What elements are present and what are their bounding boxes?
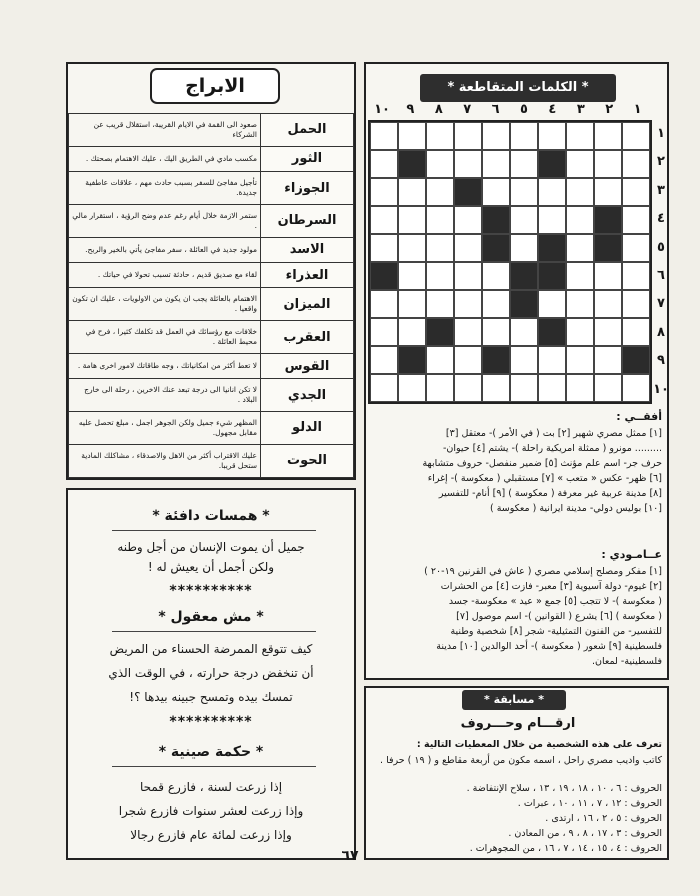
- crossword-cell[interactable]: [482, 290, 510, 318]
- unreasonable-line-3: تمسك بيده وتمسح جبينه بيدها ؟!: [129, 690, 293, 704]
- crossword-cell[interactable]: [370, 374, 398, 402]
- sign-text: صعود الى القمة في الايام القريبة، استقلال قريب عن الشركاء: [69, 114, 261, 147]
- crossword-black-cell[interactable]: [482, 346, 510, 374]
- crossword-cell[interactable]: [594, 374, 622, 402]
- unreasonable-line-1: كيف تتوقع الممرضة الحسناء من المريض: [109, 642, 313, 656]
- crossword-cell[interactable]: [566, 374, 594, 402]
- horoscope-row: [69, 444, 354, 477]
- crossword-cell[interactable]: [510, 318, 538, 346]
- crossword-cell[interactable]: [482, 318, 510, 346]
- crossword-cell[interactable]: [482, 374, 510, 402]
- crossword-column-number: ٧: [463, 102, 472, 117]
- sign-text: مكسب مادي في الطريق اليك ، عليك الاهتمام بصحتك .: [69, 146, 261, 171]
- crossword-cell[interactable]: [398, 262, 426, 290]
- sign-text: لا تعط أكثر من امكانياتك ، وجه طاقاتك لامور اخرى هامة .: [69, 353, 261, 378]
- crossword-cell[interactable]: [370, 178, 398, 206]
- crossword-cell[interactable]: [398, 178, 426, 206]
- horoscope-row: [69, 353, 354, 378]
- crossword-column-number: ٩: [406, 102, 415, 117]
- down-clue: ( معكوسة ) [٦] يشرع ( القوانين )- اسم موصول [٧]: [456, 611, 662, 622]
- crossword-cell[interactable]: [594, 346, 622, 374]
- crossword-cell[interactable]: [482, 178, 510, 206]
- crossword-row-number: ٧: [657, 296, 665, 312]
- crossword-cell[interactable]: [370, 122, 398, 150]
- sign-name: الثور: [261, 146, 354, 171]
- sign-text: تأجيل مفاجئ للسفر بسبب حادث مهم ، علاقات عاطفية جديدة.: [69, 172, 261, 205]
- horoscope-row: [69, 237, 354, 262]
- crossword-cell[interactable]: [622, 122, 650, 150]
- crossword-cell[interactable]: [370, 346, 398, 374]
- horoscope-row: [69, 146, 354, 171]
- crossword-cell[interactable]: [538, 122, 566, 150]
- crossword-cell[interactable]: [454, 290, 482, 318]
- unreasonable-title: * مش معقول *: [158, 609, 264, 625]
- crossword-cell[interactable]: [370, 206, 398, 234]
- crossword-cell[interactable]: [622, 206, 650, 234]
- crossword-black-cell[interactable]: [510, 290, 538, 318]
- down-clue: للتفسير- من الفنون التمثيلية- شجر [٨] شخصية وطنية: [450, 626, 662, 637]
- crossword-row-number: ٢: [657, 154, 665, 170]
- sign-text: المظهر شيء جميل ولكن الجوهر اجمل ، مبلغ تحصل عليه مقابل مجهول.: [69, 412, 261, 445]
- chinese-line-3: وإذا زرعت لمائة عام فازرع رجالا: [130, 828, 292, 842]
- crossword-cell[interactable]: [566, 234, 594, 262]
- crossword-row-number: ٦: [657, 268, 665, 283]
- contest-line: الحروف : ٥ ، ٢ ، ١٦ ، ارتدى .: [545, 813, 662, 824]
- crossword-cell[interactable]: [566, 346, 594, 374]
- crossword-cell[interactable]: [398, 234, 426, 262]
- horoscope-row: [69, 288, 354, 321]
- crossword-cell[interactable]: [426, 346, 454, 374]
- stars-divider-2: **********: [169, 714, 253, 730]
- crossword-cell[interactable]: [370, 318, 398, 346]
- crossword-black-cell[interactable]: [594, 206, 622, 234]
- crossword-black-cell[interactable]: [398, 346, 426, 374]
- sign-name: السرطان: [261, 204, 354, 237]
- across-clue: [١] ممثل مصري شهير [٢] بت ( في الأمر )- معتقل [٣]: [445, 428, 662, 439]
- crossword-cell[interactable]: [510, 374, 538, 402]
- crossword-cell[interactable]: [538, 374, 566, 402]
- sign-name: الميزان: [261, 288, 354, 321]
- down-clue: فلسطينية- لمعان.: [592, 656, 662, 667]
- crossword-cell[interactable]: [426, 206, 454, 234]
- crossword-cell[interactable]: [622, 290, 650, 318]
- crossword-black-cell[interactable]: [510, 262, 538, 290]
- crossword-black-cell[interactable]: [370, 262, 398, 290]
- crossword-black-cell[interactable]: [538, 262, 566, 290]
- contest-intro: تعرف على هذه الشخصية من خلال المعطيات التالية :: [416, 739, 662, 750]
- sign-text: ستمر الازمة خلال أيام رغم عدم وضح الرؤية ، استقرار مالي .: [69, 204, 261, 237]
- contest-title: ارقـــام وحـــروف: [460, 716, 576, 731]
- crossword-cell[interactable]: [594, 178, 622, 206]
- crossword-row-number: ١: [657, 126, 665, 141]
- sign-text: خلافات مع رؤسائك في العمل قد تكلفك كثيرا ، فرح في محيط العائلة .: [69, 321, 261, 354]
- crossword-cell[interactable]: [594, 150, 622, 178]
- crossword-cell[interactable]: [594, 290, 622, 318]
- crossword-row-number: ٥: [657, 239, 665, 255]
- crossword-column-number: ١: [633, 102, 642, 117]
- crossword-cell[interactable]: [538, 290, 566, 318]
- sign-name: الدلو: [261, 412, 354, 445]
- crossword-cell[interactable]: [454, 374, 482, 402]
- divider: [112, 631, 316, 632]
- across-heading: أفقــي :: [616, 410, 662, 423]
- crossword-column-number: ٣: [576, 102, 585, 117]
- page-number: ٦٧: [341, 848, 359, 864]
- crossword-cell[interactable]: [454, 122, 482, 150]
- horoscope-title: الابراج: [150, 68, 280, 104]
- down-clue: فلسطينية [٩] شعور ( معكوسة )- أحد الوالدين [١٠] مدينة: [436, 641, 662, 652]
- divider: [112, 530, 316, 531]
- crossword-cell[interactable]: [482, 122, 510, 150]
- crossword-cell[interactable]: [426, 178, 454, 206]
- across-clue: [١٠] بوليس دولي- مدينة ايرانية ( معكوسة ): [489, 503, 662, 514]
- sign-text: لقاء مع صديق قديم ، حادثة تسبب تحولا في حياتك .: [69, 263, 261, 288]
- crossword-cell[interactable]: [538, 346, 566, 374]
- sign-name: الجدي: [261, 379, 354, 412]
- crossword-cell[interactable]: [454, 234, 482, 262]
- crossword-row-number: ٩: [657, 353, 665, 369]
- chinese-line-1: إذا زرعت لسنة ، فازرع قمحا: [139, 780, 283, 794]
- down-clue: [١] مفكر ومصلح إسلامي مصري ( عاش في القرنين ١٩-٢٠ ): [424, 566, 662, 577]
- across-clue: [٦] ظهر- عكس « متعب » [٧] مستقبلي ( معكوسة )- إغراء: [427, 473, 662, 484]
- divider: [112, 766, 316, 767]
- crossword-cell[interactable]: [426, 150, 454, 178]
- horoscope-row: [69, 412, 354, 445]
- crossword-column-number: ٢: [605, 102, 614, 117]
- crossword-cell[interactable]: [426, 262, 454, 290]
- contest-line: الحروف : ١٢ ، ٧ ، ١١ ، ١٠ ، عبرات .: [517, 798, 662, 809]
- sign-text: عليك الاقتراب أكثر من الاهل والاصدقاء ، مشاكلك المادية ستحل قريبا.: [69, 444, 261, 477]
- crossword-cell[interactable]: [510, 346, 538, 374]
- crossword-column-number: ٨: [434, 102, 443, 117]
- whispers-title: * همسات دافئة *: [152, 508, 270, 524]
- crossword-cell[interactable]: [510, 122, 538, 150]
- crossword-cell[interactable]: [510, 178, 538, 206]
- contest-line: الحروف : ٦ ، ١٠ ، ١٨ ، ١٩ ، ١٣ ، سلاح الإنتفاضة .: [466, 783, 662, 794]
- horoscope-row: [69, 321, 354, 354]
- horoscope-row: [69, 114, 354, 147]
- horoscope-table: [68, 113, 354, 478]
- crossword-cell[interactable]: [370, 234, 398, 262]
- crossword-cell[interactable]: [510, 234, 538, 262]
- crossword-column-number: ٥: [520, 102, 528, 117]
- crossword-row-number: ٤: [657, 211, 665, 227]
- crossword-cell[interactable]: [454, 206, 482, 234]
- horoscope-row: [69, 172, 354, 205]
- crossword-cell[interactable]: [566, 290, 594, 318]
- contest-description: كاتب واديب مصري راحل ، اسمه مكون من أربعة مقاطع و ( ١٩ ) حرفا .: [380, 755, 662, 766]
- crossword-cell[interactable]: [454, 346, 482, 374]
- unreasonable-line-2: أن تنخفض درجة حرارته ، في الوقت الذي: [108, 666, 314, 680]
- crossword-cell[interactable]: [454, 318, 482, 346]
- contest-badge: * مسابقة *: [462, 690, 566, 710]
- crossword-cell[interactable]: [538, 206, 566, 234]
- stars-divider: **********: [169, 583, 253, 599]
- horoscope-row: [69, 263, 354, 288]
- crossword-black-cell[interactable]: [482, 206, 510, 234]
- crossword-black-cell[interactable]: [622, 346, 650, 374]
- crossword-cell[interactable]: [594, 262, 622, 290]
- down-heading: عــامـودي :: [601, 548, 662, 561]
- crossword-black-cell[interactable]: [538, 150, 566, 178]
- crossword-black-cell[interactable]: [398, 150, 426, 178]
- crossword-cell[interactable]: [454, 262, 482, 290]
- crossword-cell[interactable]: [510, 150, 538, 178]
- crossword-cell[interactable]: [566, 178, 594, 206]
- crossword-cell[interactable]: [482, 150, 510, 178]
- crossword-cell[interactable]: [398, 318, 426, 346]
- crossword-cell[interactable]: [426, 122, 454, 150]
- sign-name: العقرب: [261, 321, 354, 354]
- crossword-black-cell[interactable]: [538, 234, 566, 262]
- sign-name: العذراء: [261, 263, 354, 288]
- whispers-line-2: ولكن أجمل أن يعيش له !: [147, 560, 275, 574]
- crossword-row-number: ١٠: [653, 381, 669, 397]
- crossword-black-cell[interactable]: [426, 318, 454, 346]
- crossword-black-cell[interactable]: [538, 318, 566, 346]
- crossword-grid: [368, 120, 652, 404]
- crossword-black-cell[interactable]: [594, 234, 622, 262]
- crossword-cell[interactable]: [510, 206, 538, 234]
- contest-line: الحروف : ٣ ، ١٧ ، ٨ ، ٩ ، من المعادن .: [508, 828, 662, 839]
- chinese-line-2: وإذا زرعت لعشر سنوات فازرع شجرا: [118, 804, 304, 818]
- crossword-row-number: ٨: [657, 324, 665, 340]
- crossword-cell[interactable]: [398, 290, 426, 318]
- crossword-cell[interactable]: [594, 318, 622, 346]
- crossword-cell[interactable]: [566, 318, 594, 346]
- chinese-title: * حكمة صينية *: [158, 744, 264, 760]
- sign-text: لا تكن انانيا الى درجة تبعد عنك الاخرين ، رحلة الى خارج البلاد .: [69, 379, 261, 412]
- crossword-black-cell[interactable]: [454, 178, 482, 206]
- crossword-row-number: ٣: [657, 182, 665, 198]
- crossword-column-number: ٤: [548, 102, 557, 117]
- crossword-cell[interactable]: [482, 262, 510, 290]
- crossword-column-number: ٦: [491, 102, 500, 117]
- sign-text: مولود جديد في العائلة ، سفر مفاجئ يأتي بالخير والربح.: [69, 237, 261, 262]
- crossword-cell[interactable]: [398, 206, 426, 234]
- horoscope-row: [69, 204, 354, 237]
- sign-name: الجوزاء: [261, 172, 354, 205]
- across-clue: ......... مونرو ( ممثلة امريكية راحلة )- يشتم [٤] حيوان-: [442, 443, 662, 454]
- crossword-cell[interactable]: [454, 150, 482, 178]
- down-clue: ( معكوسة )- لا تتجب [٥] جمع « عيد » معكوسة- جسد: [448, 596, 662, 607]
- horoscope-row: [69, 379, 354, 412]
- sign-name: القوس: [261, 353, 354, 378]
- crossword-cell[interactable]: [426, 374, 454, 402]
- sign-text: الاهتمام بالعائلة يجب ان يكون من الاولويات ، عليك ان تكون واقعيا .: [69, 288, 261, 321]
- sign-name: الحمل: [261, 114, 354, 147]
- sign-name: الحوت: [261, 444, 354, 477]
- across-clue: حرف جر- اسم علم مؤنث [٥] ضمير منفصل- حروف متشابهة: [422, 458, 662, 469]
- crossword-cell[interactable]: [566, 262, 594, 290]
- crossword-cell[interactable]: [622, 318, 650, 346]
- crossword-cell[interactable]: [566, 122, 594, 150]
- crossword-cell[interactable]: [398, 374, 426, 402]
- crossword-cell[interactable]: [426, 290, 454, 318]
- crossword-cell[interactable]: [622, 150, 650, 178]
- crossword-cell[interactable]: [566, 150, 594, 178]
- crossword-cell[interactable]: [426, 234, 454, 262]
- down-clue: [٢] غيوم- دولة آسيوية [٣] معبر- فازت [٤] من الحشرات: [440, 581, 662, 592]
- crossword-cell[interactable]: [622, 234, 650, 262]
- contest-line: الحروف : ٤ ، ١٥ ، ١٤ ، ٧ ، ١٦ ، من المجوهرات .: [469, 843, 662, 854]
- crossword-cell[interactable]: [622, 374, 650, 402]
- crossword-cell[interactable]: [370, 150, 398, 178]
- crossword-cell[interactable]: [622, 262, 650, 290]
- crossword-cell[interactable]: [370, 290, 398, 318]
- crossword-cell[interactable]: [622, 178, 650, 206]
- crossword-cell[interactable]: [538, 178, 566, 206]
- crossword-cell[interactable]: [566, 206, 594, 234]
- crossword-cell[interactable]: [594, 122, 622, 150]
- crossword-column-number: ١٠: [374, 102, 390, 117]
- crossword-black-cell[interactable]: [482, 234, 510, 262]
- crossword-cell[interactable]: [398, 122, 426, 150]
- sign-name: الاسد: [261, 237, 354, 262]
- crossword-title: * الكلمات المتقاطعة *: [420, 74, 616, 102]
- whispers-line-1: جميل أن يموت الإنسان من أجل وطنه: [117, 540, 305, 554]
- across-clue: [٨] مدينة عربية غير معرفة ( معكوسة ) [٩] أنام- للتفسير: [438, 488, 662, 499]
